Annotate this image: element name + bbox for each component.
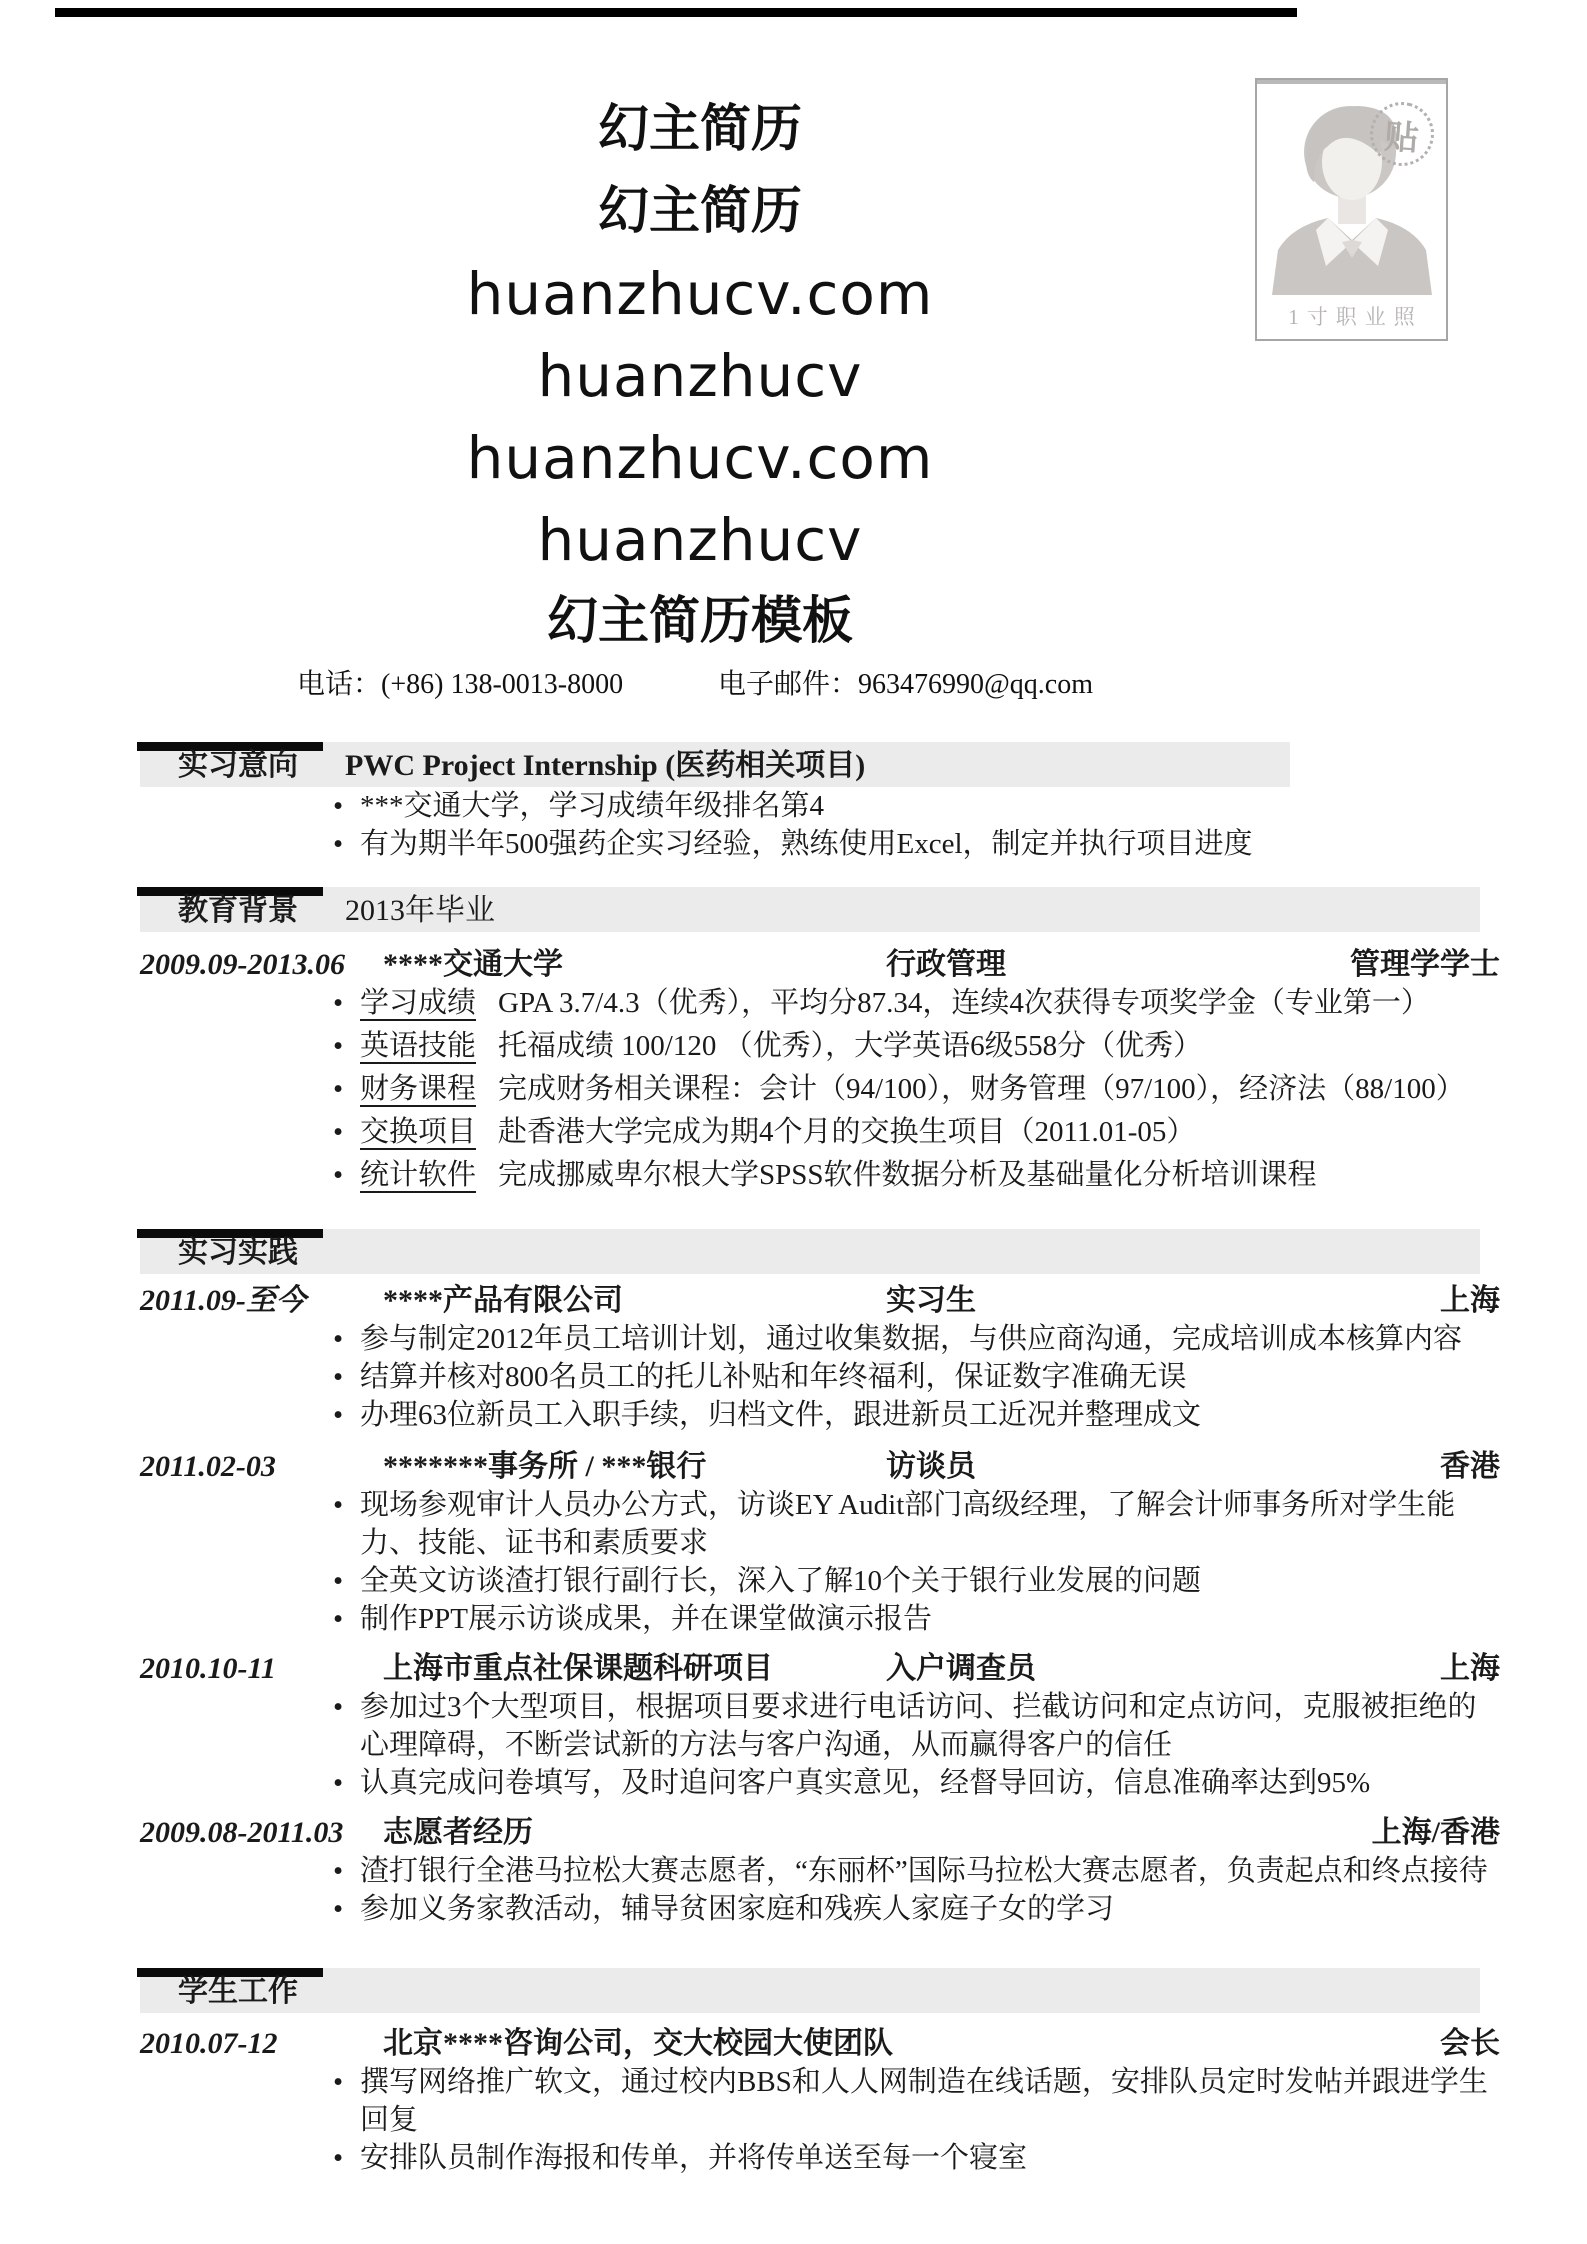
practice-bullet-list: [140, 1320, 1500, 1434]
section-education: [140, 887, 1500, 1199]
bullet-tag: 财务课程: [360, 1073, 477, 1105]
role-name: 访谈员: [886, 1450, 976, 1483]
section-title: 学生工作: [178, 1975, 298, 2008]
practice-bullet-list: [140, 1852, 1500, 1928]
bullet-tag: 统计软件: [360, 1159, 477, 1191]
city-name: 上海/香港: [1371, 1816, 1500, 1849]
contact-row: [0, 662, 1587, 702]
masthead-line-3: huanzhucv.com: [466, 260, 934, 328]
role-name: 实习生: [886, 1284, 976, 1317]
bullet-item: • 结算并核对800名员工的托儿补贴和年终福利，保证数字准确无误: [140, 1358, 1500, 1396]
education-entry-row: [140, 946, 1500, 984]
section-header-band: [140, 742, 1290, 787]
bullet-tag: 英语技能: [360, 1030, 477, 1062]
bullet-item: • 认真完成问卷填写，及时追问客户真实意见，经督导回访，信息准确率达到95%: [140, 1764, 1500, 1802]
bullet-text: 完成挪威卑尔根大学SPSS软件数据分析及基础量化分析培训课程: [498, 1159, 1317, 1191]
city-name: 香港: [1440, 1450, 1500, 1483]
phone-field: [297, 662, 623, 702]
bullet-item: • 渣打银行全港马拉松大赛志愿者，“东丽杯”国际马拉松大赛志愿者，负责起点和终点接待: [140, 1852, 1500, 1890]
bullet-item: • 办理63位新员工入职手续，归档文件，跟进新员工近况并整理成文: [140, 1396, 1500, 1434]
section-internship-intent: [140, 742, 1500, 863]
bullet-tag: 交换项目: [360, 1116, 477, 1148]
section-header-band: [140, 1968, 1480, 2013]
entry-date: 2009.09-2013.06: [140, 948, 345, 981]
entry-date: 2011.09-至今: [140, 1284, 306, 1317]
organization-name: *******事务所 / ***银行: [383, 1450, 707, 1483]
bullet-text: GPA 3.7/4.3（优秀），平均分87.34，连续4次获得专项奖学金（专业第一）: [498, 987, 1430, 1019]
bullet-item: • 参与制定2012年员工培训计划，通过收集数据，与供应商沟通，完成培训成本核算内容: [140, 1320, 1500, 1358]
masthead-line-4: huanzhucv: [537, 342, 863, 410]
entry-date: 2009.08-2011.03: [140, 1816, 344, 1849]
paste-stamp-character: 贴: [1383, 117, 1421, 158]
masthead-line-6: huanzhucv: [537, 506, 863, 574]
bullet-item: [140, 1113, 1500, 1151]
section-title: 实习实践: [178, 1236, 298, 1269]
bullet-item: • ***交通大学，学习成绩年级排名第4: [140, 787, 1500, 825]
bullet-item: • 参加过3个大型项目，根据项目要求进行电话访问、拦截访问和定点访问，克服被拒绝的心理障碍，不断尝试新的方法与客户沟通，从而赢得客户的信任: [140, 1688, 1500, 1764]
education-bullet-list: [140, 984, 1500, 1194]
intent-bullet-list: [140, 787, 1500, 863]
masthead-line-5: huanzhucv.com: [466, 424, 934, 492]
phone-value: (+86) 138-0013-8000: [381, 669, 624, 700]
bullet-item: [140, 1070, 1500, 1108]
organization-name: 上海市重点社保课题科研项目: [383, 1652, 773, 1685]
masthead: [0, 89, 1400, 663]
bullet-item: • 现场参观审计人员办公方式，访谈EY Audit部门高级经理，了解会计师事务所对学生能力、技能、证书和素质要求: [140, 1486, 1500, 1562]
graduation-note: 2013年毕业: [345, 894, 495, 927]
photo-top-edge: [1257, 80, 1446, 84]
practice-bullet-list: [140, 1688, 1500, 1802]
bullet-item: • 制作PPT展示访谈成果，并在课堂做演示报告: [140, 1600, 1500, 1638]
photo-placeholder: [1255, 78, 1448, 341]
organization-name: 志愿者经历: [383, 1816, 533, 1849]
degree-name: 管理学学士: [1350, 948, 1500, 981]
organization-name: 北京****咨询公司，交大校园大使团队: [383, 2027, 893, 2060]
masthead-line-7: 幻主简历模板: [546, 592, 853, 651]
practice-bullet-list: [140, 1486, 1500, 1638]
student-entry-row: [140, 2025, 1500, 2063]
practice-entry-row: [140, 1650, 1500, 1688]
section-title: 教育背景: [178, 894, 298, 927]
city-name: 上海: [1440, 1652, 1500, 1685]
section-internship-practice: [140, 1229, 1500, 1928]
entry-date: 2010.10-11: [140, 1652, 276, 1685]
organization-name: ****产品有限公司: [383, 1284, 623, 1317]
city-name: 上海: [1440, 1284, 1500, 1317]
section-student-work: [140, 1968, 1500, 2177]
masthead-line-2: 幻主简历: [597, 182, 802, 241]
student-bullet-list: [140, 2063, 1500, 2177]
entry-date: 2010.07-12: [140, 2027, 278, 2060]
practice-entry-row: [140, 1448, 1500, 1486]
section-header-band: [140, 1229, 1480, 1274]
bullet-text: 赴香港大学完成为期4个月的交换生项目（2011.01-05）: [498, 1116, 1196, 1148]
bullet-item: [140, 1156, 1500, 1194]
position-name: 会长: [1440, 2027, 1500, 2060]
role-name: 入户调查员: [886, 1652, 1036, 1685]
practice-entry-row: [140, 1282, 1500, 1320]
bullet-item: • 有为期半年500强药企实习经验，熟练使用Excel，制定并执行项目进度: [140, 825, 1500, 863]
major-name: 行政管理: [886, 948, 1006, 981]
bullet-text: 完成财务相关课程：会计（94/100），财务管理（97/100），经济法（88/100）: [498, 1073, 1465, 1105]
bullet-item: • 全英文访谈渣打银行副行长，深入了解10个关于银行业发展的问题: [140, 1562, 1500, 1600]
school-name: ****交通大学: [383, 948, 563, 981]
email-field: [718, 662, 1093, 702]
bullet-tag: 学习成绩: [360, 987, 477, 1019]
email-value: 963476990@qq.com: [858, 669, 1094, 700]
top-divider-bar: [55, 8, 1297, 17]
section-header-band: [140, 887, 1480, 932]
entry-date: 2011.02-03: [140, 1450, 276, 1483]
bullet-item: [140, 1027, 1500, 1065]
bullet-item: [140, 984, 1500, 1022]
photo-caption: 1寸职业照: [1288, 305, 1423, 329]
section-title: 实习意向: [178, 749, 298, 782]
bullet-item: • 撰写网络推广软文，通过校内BBS和人人网制造在线话题，安排队员定时发帖并跟进学生回复: [140, 2063, 1500, 2139]
intent-headline: PWC Project Internship (医药相关项目): [345, 749, 866, 782]
practice-entry-row: [140, 1814, 1500, 1852]
bullet-item: • 安排队员制作海报和传单，并将传单送至每一个寝室: [140, 2139, 1500, 2177]
phone-label: 电话：: [297, 669, 382, 700]
bullet-item: • 参加义务家教活动，辅导贫困家庭和残疾人家庭子女的学习: [140, 1890, 1500, 1928]
email-label: 电子邮件：: [718, 669, 859, 700]
masthead-line-1: 幻主简历: [597, 100, 802, 159]
bullet-text: 托福成绩 100/120 （优秀），大学英语6级558分（优秀）: [498, 1030, 1203, 1062]
